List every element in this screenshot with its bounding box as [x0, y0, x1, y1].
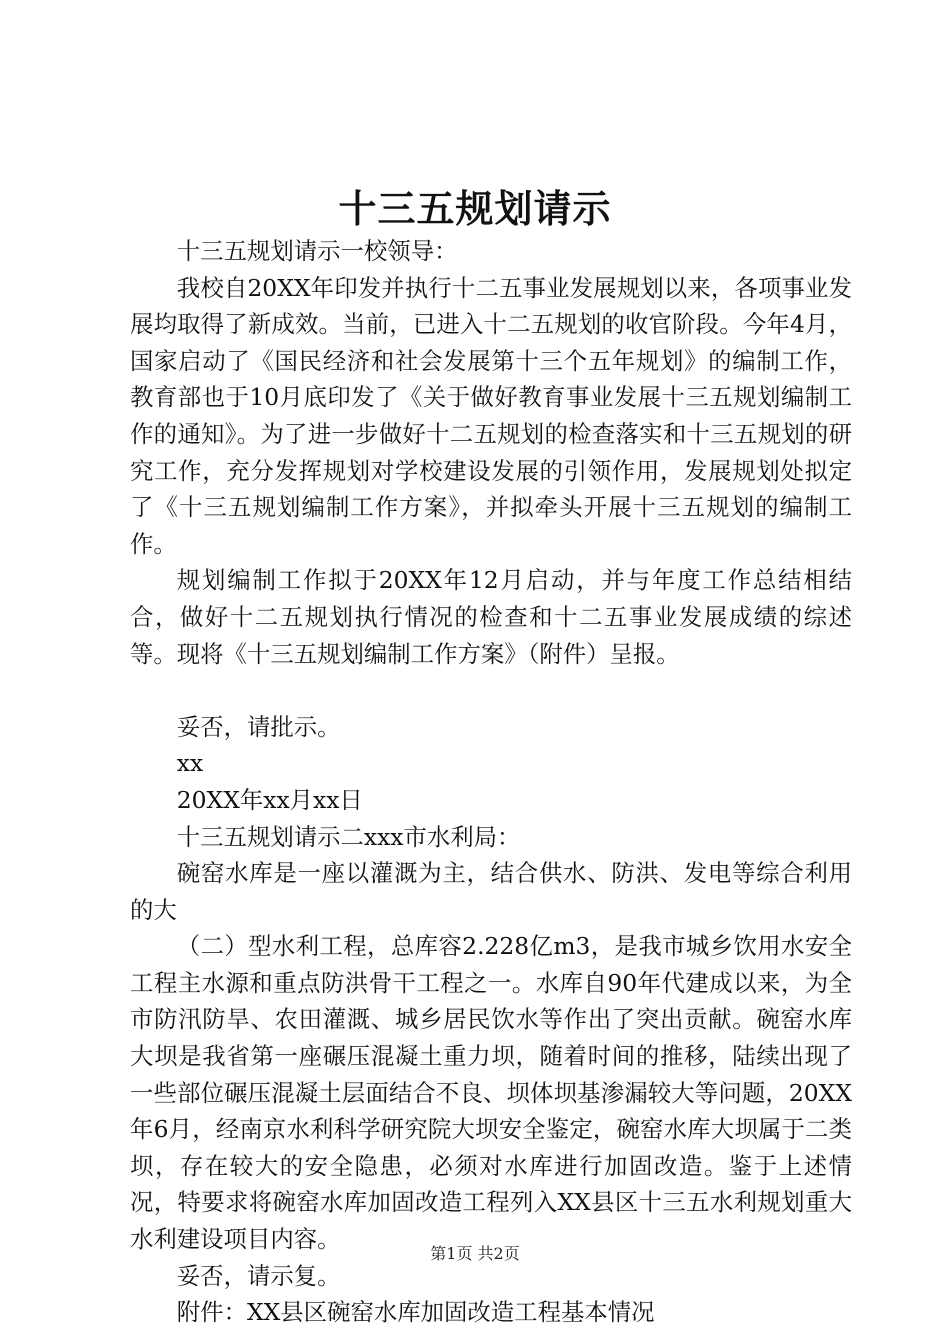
- salutation-2: 十三五规划请示二xxx市水利局：: [176, 822, 521, 851]
- blank-line: [130, 672, 852, 709]
- body-paragraph: （二）型水利工程，总库容2.228亿m3，是我市城乡饮用水安全工程主水源和重点防洪骨干工程之一。水库自90年代建成以来，为全市防汛防旱、农田灌溉、城乡居民饮水等作出了突出贡献。碗窑水库大坝是我省第一座碾压混凝土重力坝，随着时间的推移，陆续出现了一些部位碾压混凝土层面结合不良、坝体坝基渗漏较大等问题，20XX年6月，经南京水利科学研究院大坝安全鉴定，碗窑水库大坝属于二类坝，存在较大的安全隐患，必须对水库进行加固改造。鉴于上述情况，特要求将碗窑水库加固改造工程列入XX县区十三五水利规划重大水利建设项目内容。: [130, 932, 852, 1254]
- document-body: [130, 233, 852, 1331]
- body-paragraph: 我校自20XX年印发并执行十二五事业发展规划以来，各项事业发展均取得了新成效。当前，已进入十二五规划的收官阶段。今年4月，国家启动了《国民经济和社会发展第十三个五年规划》的编制工作，教育部也于10月底印发了《关于做好教育事业发展十三五规划编制工作的通知》。为了进一步做好十二五规划的检查落实和十三五规划的研究工作，充分发挥规划对学校建设发展的引领作用，发展规划处拟定了《十三五规划编制工作方案》，并拟牵头开展十三五规划的编制工作。: [130, 273, 852, 558]
- body-paragraph: 碗窑水库是一座以灌溉为主，结合供水、防洪、发电等综合利用的大: [130, 859, 852, 924]
- closing-line: 妥否，请批示。: [176, 712, 341, 741]
- salutation-1: 十三五规划请示一校领导：: [176, 237, 458, 265]
- closing-line: 妥否，请示复。: [176, 1261, 341, 1290]
- signature: xx: [176, 749, 204, 778]
- page-indicator: 第1页 共2页: [430, 1244, 520, 1263]
- body-paragraph: 规划编制工作拟于20XX年12月启动，并与年度工作总结相结合，做好十二五规划执行情况的检查和十二五事业发展成绩的综述等。现将《十三五规划编制工作方案》（附件）呈报。: [130, 566, 852, 668]
- date-line: 20XX年xx月xx日: [176, 785, 363, 814]
- attachment-line: 附件：XX县区碗窑水库加固改造工程基本情况: [176, 1298, 655, 1327]
- document-title: 十三五规划请示: [338, 186, 612, 231]
